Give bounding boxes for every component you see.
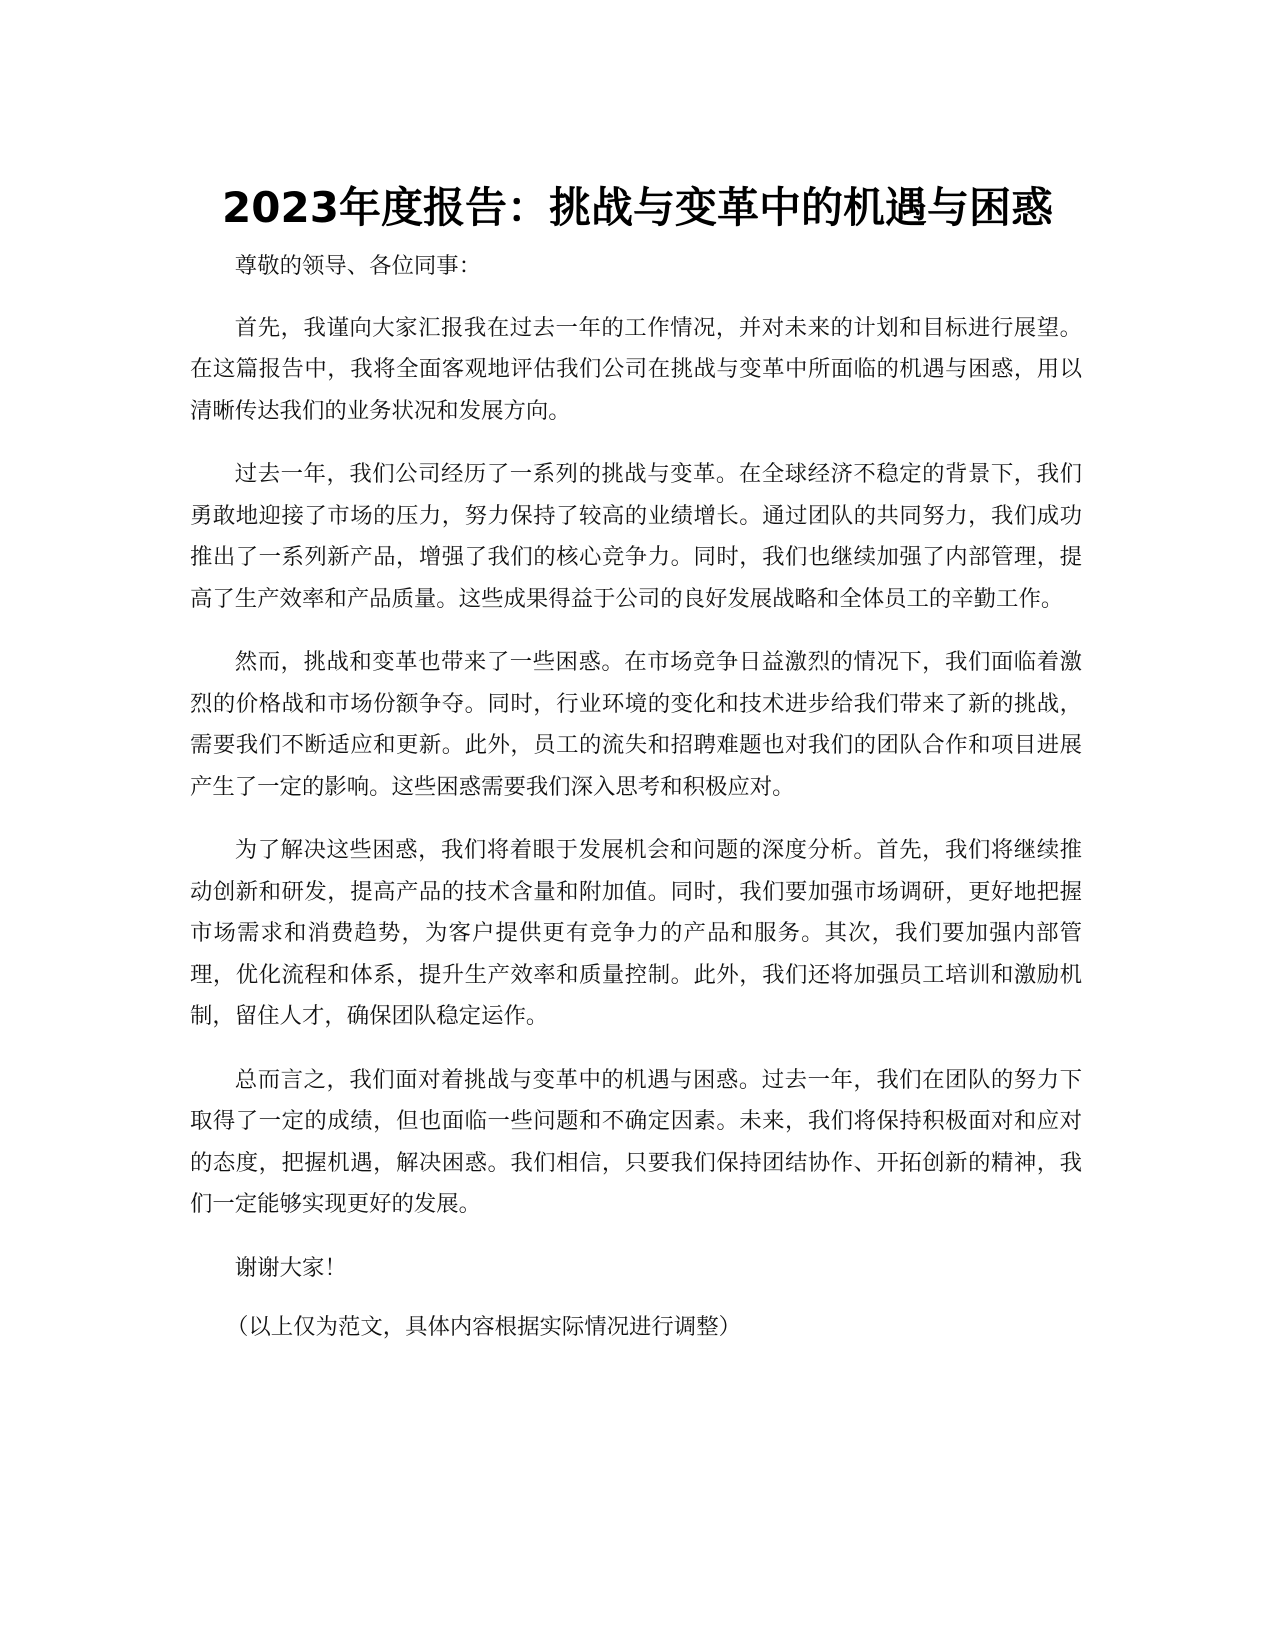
paragraph-intro: 首先，我谨向大家汇报我在过去一年的工作情况，并对未来的计划和目标进行展望。在这篇报告中，我将全面客观地评估我们公司在挑战与变革中所面临的机遇与困惑，用以清晰传达我们的业务状况和发展方向。 — [190, 314, 1082, 424]
paragraph-challenges: 然而，挑战和变革也带来了一些困惑。在市场竞争日益激烈的情况下，我们面临着激烈的价格战和市场份额争夺。同时，行业环境的变化和技术进步给我们带来了新的挑战，需要我们不断适应和更新。此外，员工的流失和招聘难题也对我们的团队合作和项目进展产生了一定的影响。这些困惑需要我们深入思考和积极应对。 — [190, 649, 1082, 800]
greeting: 尊敬的领导、各位同事： — [234, 253, 482, 279]
paragraph-solutions: 为了解决这些困惑，我们将着眼于发展机会和问题的深度分析。首先，我们将继续推动创新和研发，提高产品的技术含量和附加值。同时，我们要加强市场调研，更好地把握市场需求和消费趋势，为客户提供更有竞争力的产品和服务。其次，我们要加强内部管理，优化流程和体系，提升生产效率和质量控制。此外，我们还将加强员工培训和激励机制，留住人才，确保团队稳定运作。 — [190, 837, 1082, 1029]
paragraph-past-year: 过去一年，我们公司经历了一系列的挑战与变革。在全球经济不稳定的背景下，我们勇敢地迎接了市场的压力，努力保持了较高的业绩增长。通过团队的共同努力，我们成功推出了一系列新产品，增强了我们的核心竞争力。同时，我们也继续加强了内部管理，提高了生产效率和产品质量。这些成果得益于公司的良好发展战略和全体员工的辛勤工作。 — [190, 461, 1082, 612]
template-note: （以上仅为范文，具体内容根据实际情况进行调整） — [226, 1314, 741, 1340]
document-body — [190, 246, 1082, 1349]
document-title: 2023年度报告：挑战与变革中的机遇与困惑 — [222, 183, 1053, 233]
paragraph-summary: 总而言之，我们面对着挑战与变革中的机遇与困惑。过去一年，我们在团队的努力下取得了一定的成绩，但也面临一些问题和不确定因素。未来，我们将保持积极面对和应对的态度，把握机遇，解决困惑。我们相信，只要我们保持团结协作、开拓创新的精神，我们一定能够实现更好的发展。 — [190, 1066, 1082, 1217]
closing-thanks: 谢谢大家！ — [234, 1254, 347, 1281]
